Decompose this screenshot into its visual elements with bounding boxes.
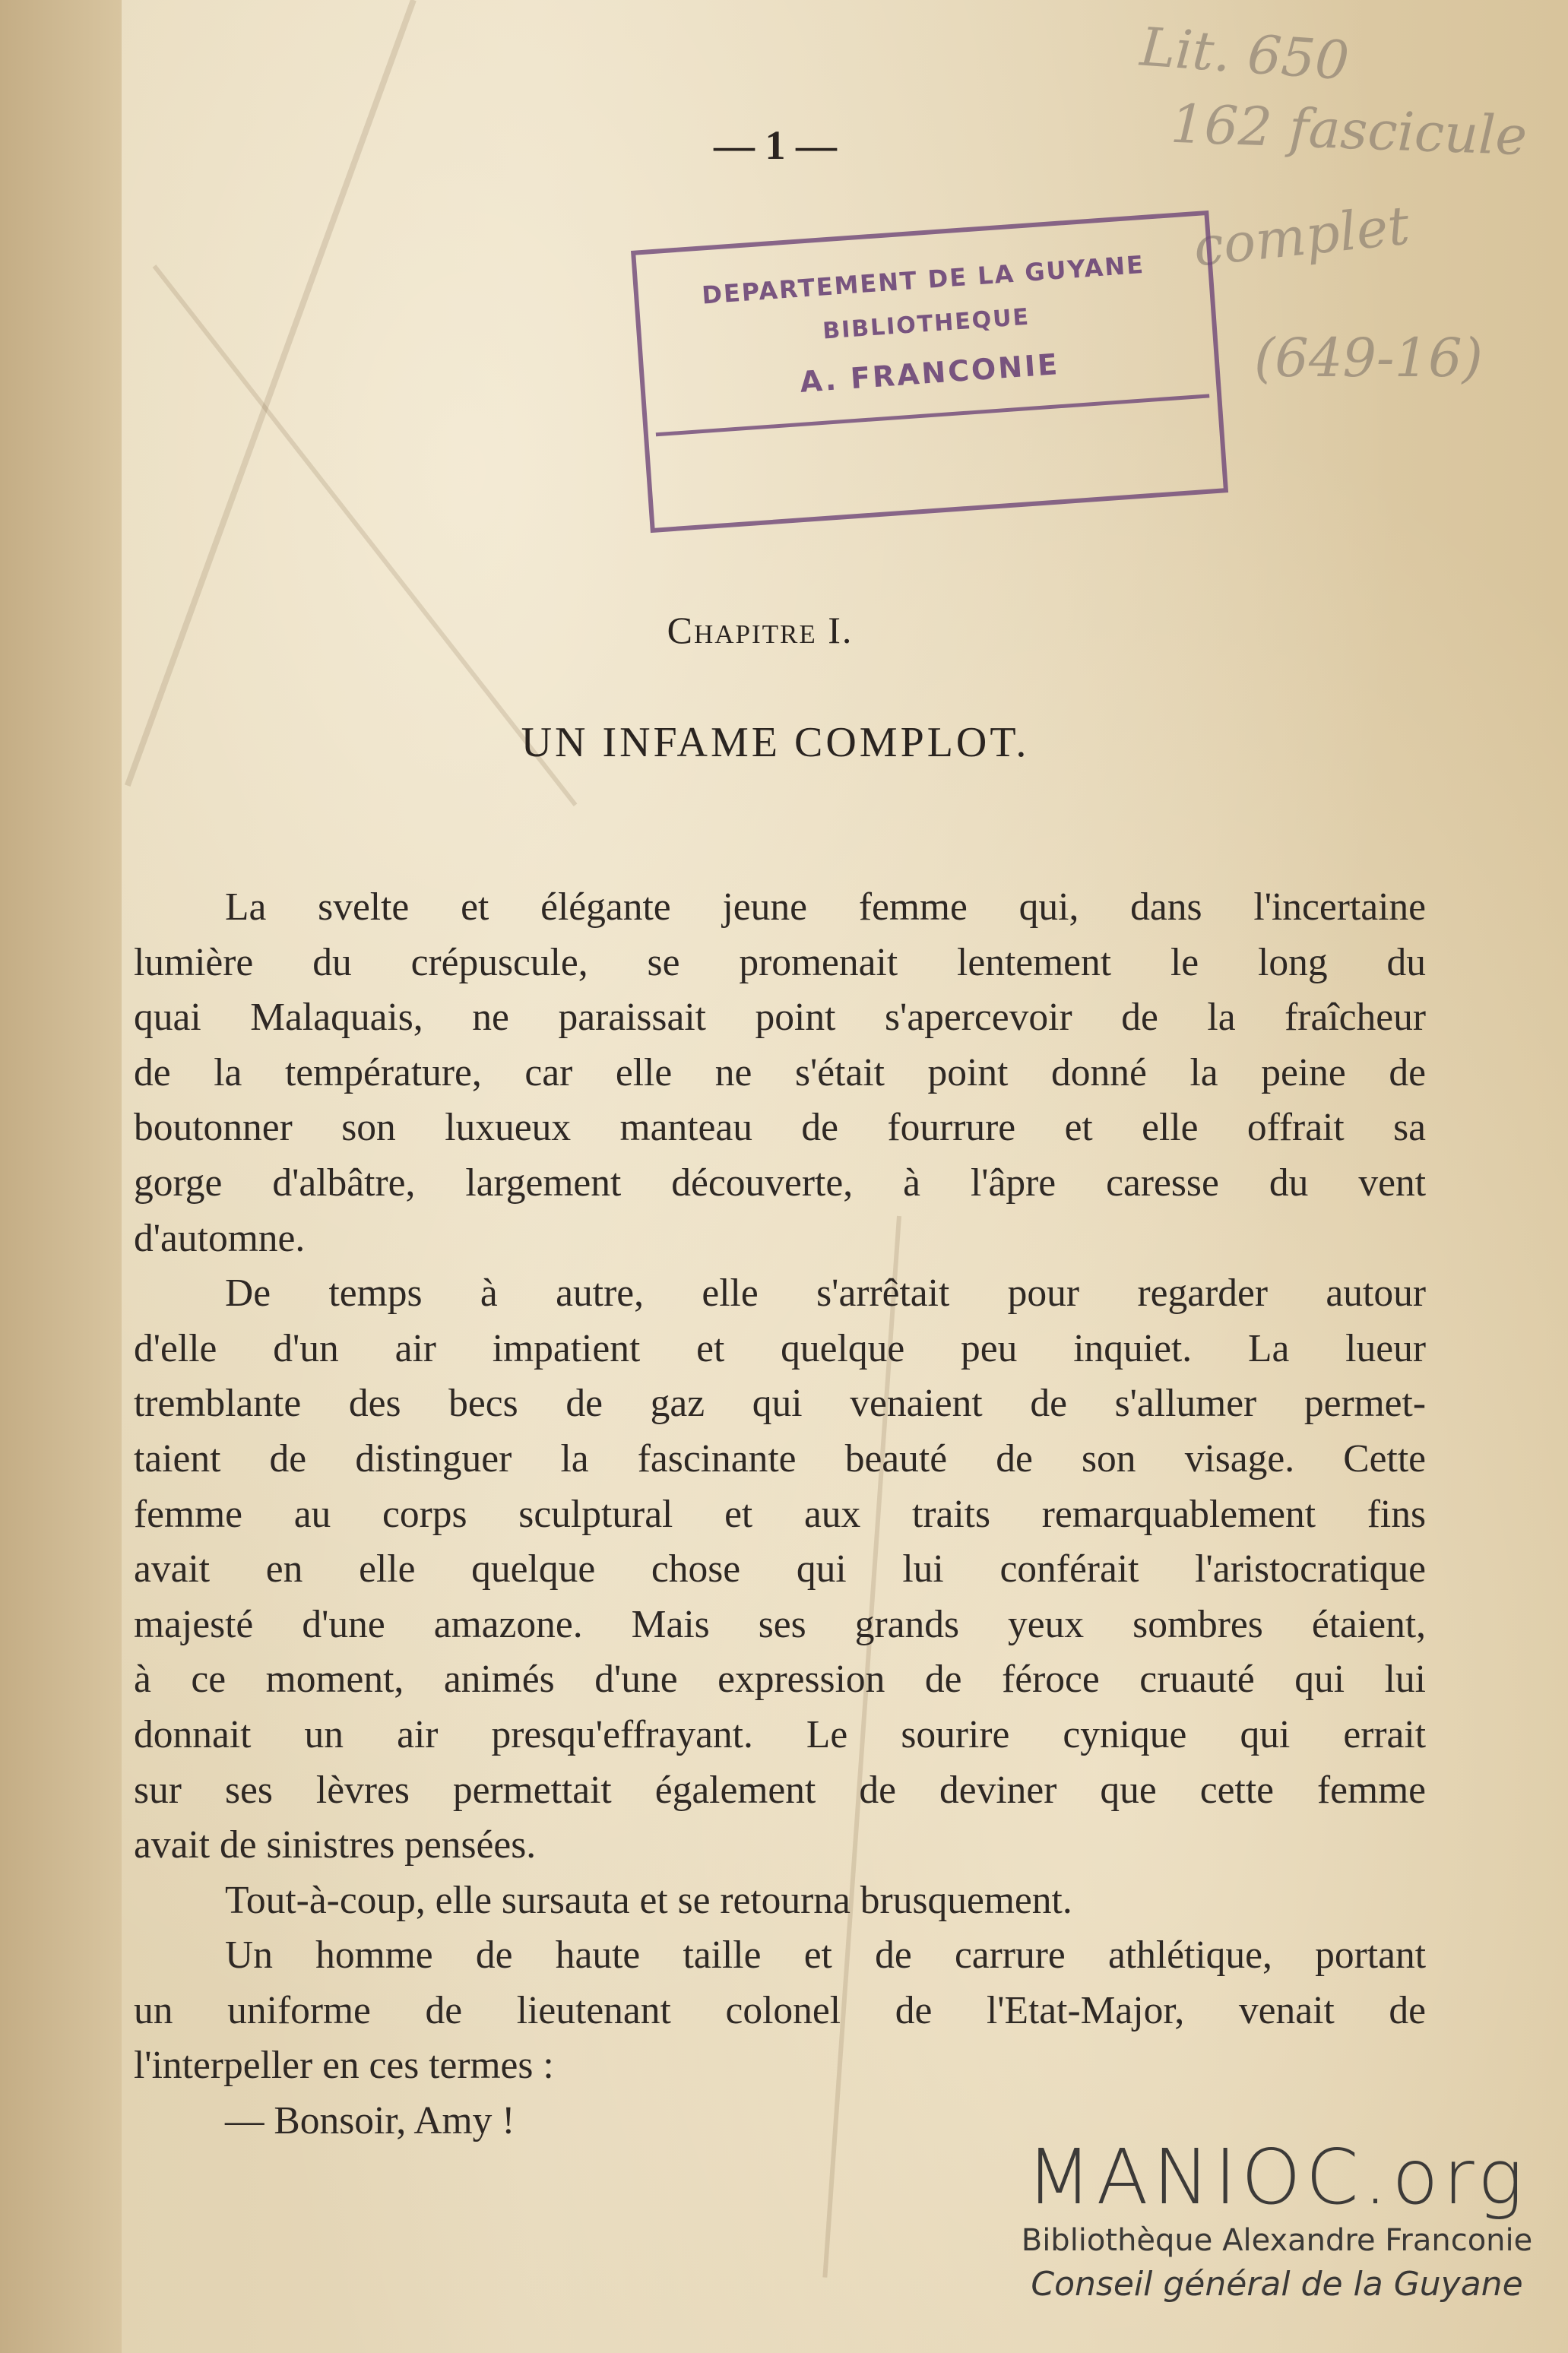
- text-line: un uniforme de lieutenant colonel de l'Etat-Major, venait de: [134, 1988, 1426, 2032]
- watermark-brand: MANIOC.org: [1026, 2133, 1528, 2222]
- handwritten-note: Lit. 650: [1138, 15, 1351, 93]
- stamp-line-library: BIBLIOTHEQUE: [822, 303, 1031, 345]
- text-line: quai Malaquais, ne paraissait point s'apercevoir de la fraîcheur: [134, 996, 1426, 1040]
- chapter-heading: Chapitre I.: [667, 609, 854, 651]
- watermark-line-library: Bibliothèque Alexandre Franconie: [1021, 2223, 1533, 2258]
- text-line: De temps à autre, elle s'arrêtait pour regarder autour: [225, 1272, 1426, 1316]
- paragraph: [134, 1266, 1426, 1873]
- text-line: gorge d'albâtre, largement découverte, à l'âpre caresse du vent: [134, 1161, 1426, 1205]
- paragraph: [134, 880, 1426, 1266]
- handwritten-note: complet: [1190, 194, 1412, 279]
- text-line: sur ses lèvres permettait également de deviner que cette femme: [134, 1768, 1426, 1812]
- handwritten-note: (649-16): [1254, 327, 1483, 389]
- text-line: tremblante des becs de gaz qui venaient de s'allumer permet-: [134, 1382, 1426, 1426]
- text-line: majesté d'une amazone. Mais ses grands yeux sombres étaient,: [134, 1602, 1426, 1646]
- text-line: donnait un air presqu'effrayant. Le sourire cynique qui errait: [134, 1712, 1426, 1756]
- text-line: — Bonsoir, Amy !: [225, 2099, 515, 2143]
- text-line: d'elle d'un air impatient et quelque peu inquiet. La lueur: [134, 1326, 1426, 1370]
- text-line: l'interpeller en ces termes :: [134, 2044, 554, 2088]
- paragraph: [134, 1873, 1426, 1929]
- handwritten-note: 162 fascicule: [1169, 92, 1528, 168]
- chapter-title: UN INFAME COMPLOT.: [521, 719, 1030, 766]
- text-line: Tout-à-coup, elle sursauta et se retourna brusquement.: [225, 1878, 1072, 1922]
- manioc-watermark: [1011, 2133, 1543, 2307]
- paragraph: [134, 1928, 1426, 2094]
- stamp-line-name: A. FRANCONIE: [798, 347, 1061, 399]
- text-line: femme au corps sculptural et aux traits remarquablement fins: [134, 1492, 1426, 1536]
- stamp-line-department: DEPARTEMENT DE LA GUYANE: [701, 249, 1146, 310]
- text-line: lumière du crépuscule, se promenait lentement le long du: [134, 940, 1426, 984]
- text-line: Un homme de haute taille et de carrure athlétique, portant: [225, 1933, 1426, 1978]
- text-line: à ce moment, animés d'une expression de féroce cruauté qui lui: [134, 1658, 1426, 1702]
- text-line: avait en elle quelque chose qui lui conférait l'aristocratique: [134, 1547, 1426, 1591]
- library-stamp: [631, 211, 1228, 533]
- page-edge-strip: [0, 0, 122, 2353]
- text-line: de la température, car elle ne s'était point donné la peine de: [134, 1050, 1426, 1094]
- body-text: [134, 880, 1426, 2149]
- paper-crease: [125, 0, 417, 787]
- text-line: La svelte et élégante jeune femme qui, dans l'incertaine: [225, 885, 1426, 929]
- text-line: taient de distinguer la fascinante beauté de son visage. Cette: [134, 1436, 1426, 1481]
- text-line: avait de sinistres pensées.: [134, 1823, 537, 1867]
- text-line: d'automne.: [134, 1216, 306, 1260]
- text-line: boutonner son luxueux manteau de fourrure et elle offrait sa: [134, 1106, 1426, 1150]
- watermark-line-council: Conseil général de la Guyane: [1031, 2265, 1523, 2304]
- page-number: — 1 —: [714, 122, 837, 168]
